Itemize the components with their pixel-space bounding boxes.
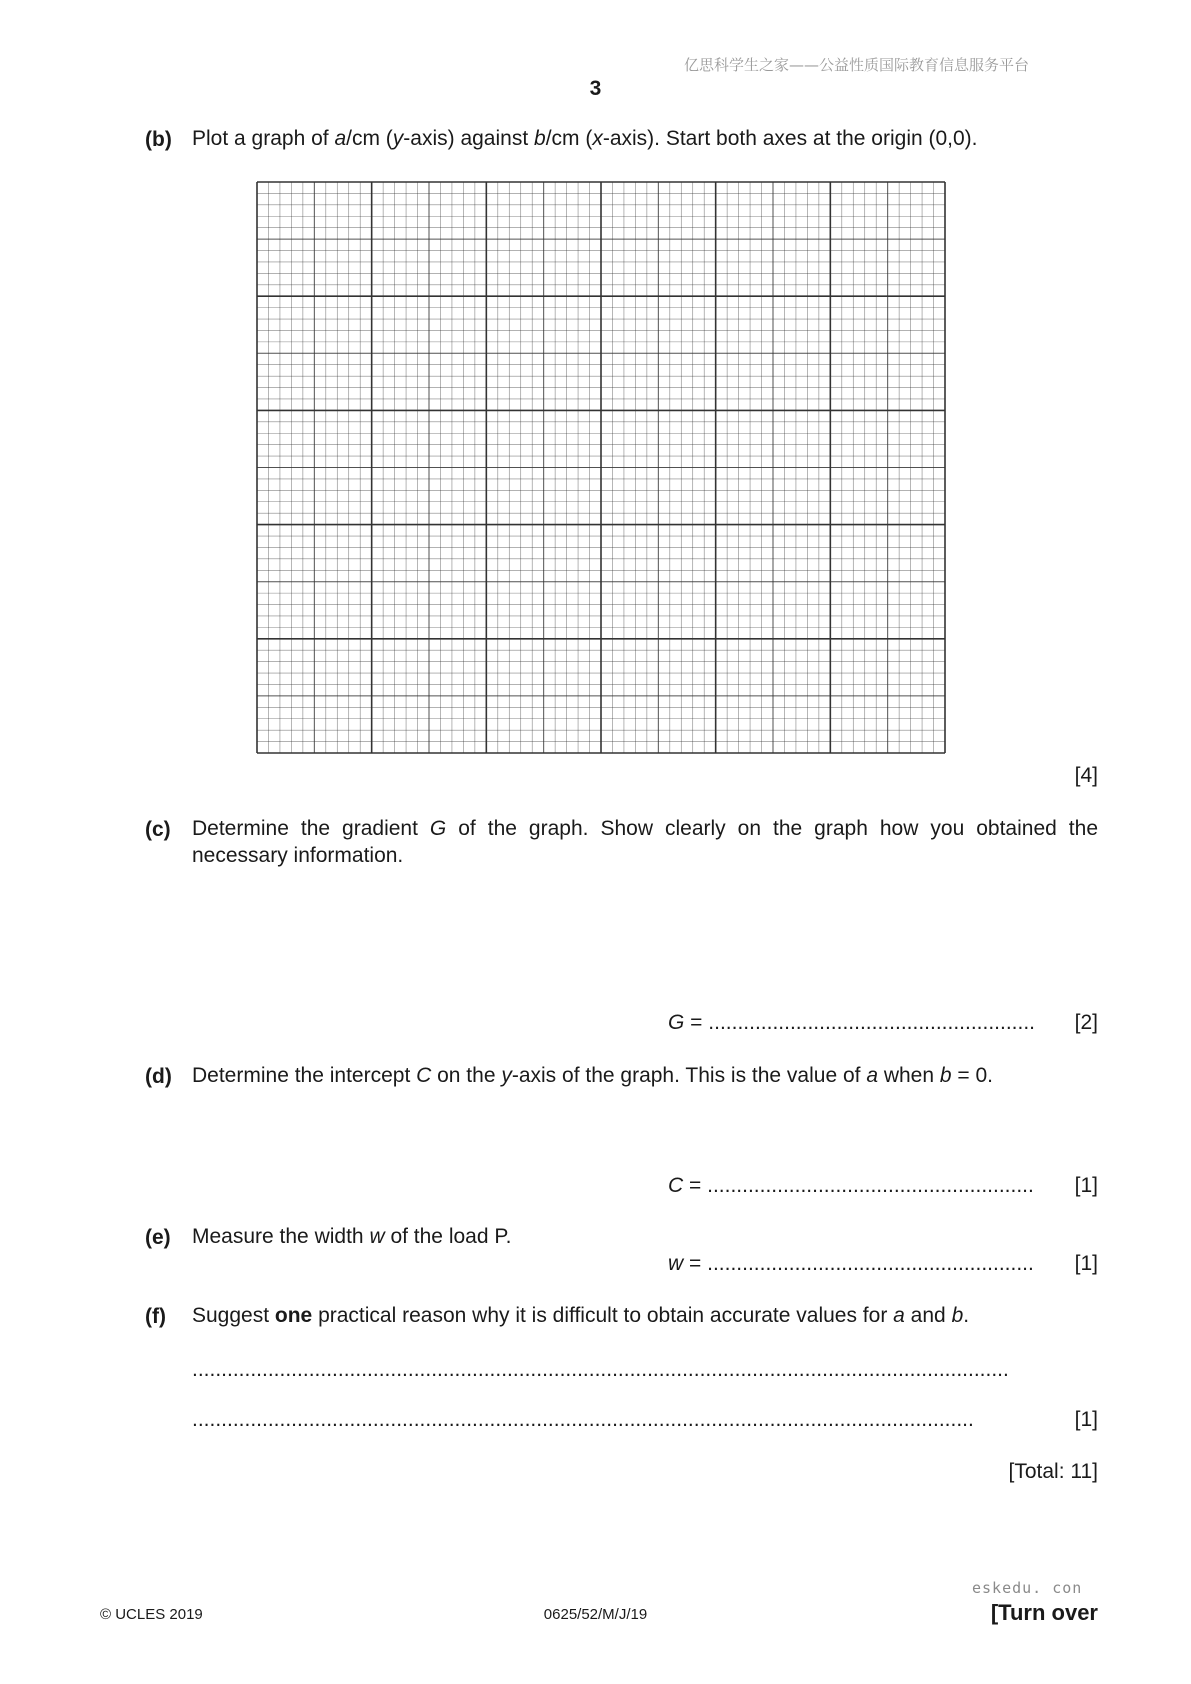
- watermark-text: 亿思科学生之家——公益性质国际教育信息服务平台: [684, 56, 1030, 74]
- part-c-marks: [2]: [1074, 1011, 1098, 1034]
- part-d-label: (d): [145, 1065, 172, 1088]
- part-f-question: Suggest one practical reason why it is difficult to obtain accurate values for a and b.: [192, 1304, 970, 1327]
- part-d-question: Determine the intercept C on the y-axis of the graph. This is the value of a when b = 0.: [192, 1064, 994, 1087]
- part-b-question: Plot a graph of a/cm (y-axis) against b/cm (x-axis). Start both axes at the origin (0,0).: [192, 127, 978, 150]
- intercept-answer-line[interactable]: C = ........................................................: [668, 1174, 1034, 1197]
- page-number: 3: [589, 77, 602, 100]
- part-d-marks: [1]: [1074, 1174, 1098, 1197]
- part-e-question: Measure the width w of the load P.: [192, 1225, 512, 1248]
- gradient-answer-line[interactable]: G = ........................................................: [668, 1011, 1036, 1034]
- copyright: © UCLES 2019: [100, 1606, 203, 1623]
- paper-code: 0625/52/M/J/19: [543, 1606, 648, 1623]
- total-marks: [Total: 11]: [1008, 1460, 1098, 1483]
- part-e-marks: [1]: [1074, 1252, 1098, 1275]
- part-f-label: (f): [145, 1305, 166, 1328]
- reason-answer-line-1[interactable]: ............................................................................................................................................: [192, 1358, 1009, 1381]
- width-answer-line[interactable]: w = ........................................................: [668, 1252, 1034, 1275]
- graph-paper-grid[interactable]: [256, 181, 946, 754]
- turn-over: [Turn over: [990, 1600, 1098, 1625]
- site-watermark: eskedu. con: [972, 1579, 1083, 1597]
- reason-answer-line-2[interactable]: ......................................................................................................................................: [192, 1408, 974, 1431]
- part-f-marks: [1]: [1074, 1408, 1098, 1431]
- part-c-question: Determine the gradient G of the graph. Show clearly on the graph how you obtained the necessary information.: [192, 817, 1098, 867]
- part-b-label: (b): [145, 128, 172, 151]
- part-e-label: (e): [145, 1226, 171, 1249]
- part-b-marks: [4]: [1074, 764, 1098, 787]
- part-c-label: (c): [145, 818, 171, 841]
